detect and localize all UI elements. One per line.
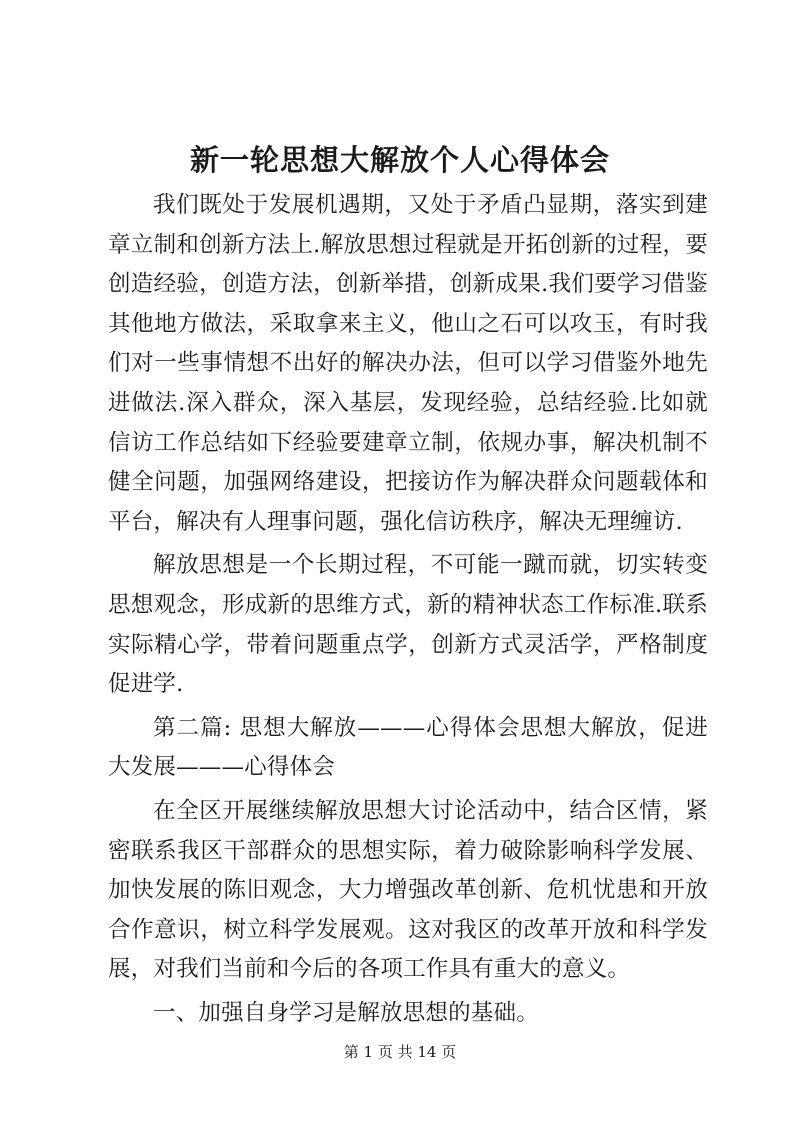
page-number-label: 第 1 页 共 14 页: [343, 1043, 457, 1061]
document-body: [108, 186, 708, 1037]
paragraph-5: 一、加强自身学习是解放思想的基础。: [153, 999, 539, 1026]
paragraph-1: 我们既处于发展机遇期，又处于矛盾凸显期，落实到建章立制和创新方法上.解放思想过程就是开拓创新的过程，要创造经验，创造方法，创新举措，创新成果.我们要学习借鉴其他地方做法，采取拿来主义，他山之石可以攻玉，有时我们对一些事情想不出好的解决办法，但可以学习借鉴外地先进做法.深入群众，深入基层，发现经验，总结经验.比如就信访工作总结如下经验要建章立制，依规办事，解决机制不健全问题，加强网络建设，把接访作为解决群众问题载体和平台，解决有人理事问题，强化信访秩序，解决无理缠访.: [108, 192, 708, 535]
paragraph-2: 解放思想是一个长期过程，不可能一蹴而就，切实转变思想观念，形成新的思维方式，新的精神状态工作标准.联系实际精心学，带着问题重点学，创新方式灵活学，严格制度促进学.: [108, 552, 708, 698]
paragraph-4: 在全区开展继续解放思想大讨论活动中，结合区情，紧密联系我区干部群众的思想实际，着力破除影响科学发展、加快发展的陈旧观念，大力增强改革创新、危机忧患和开放合作意识，树立科学发展观。这对我区的改革开放和科学发展，对我们当前和今后的各项工作具有重大的意义。: [108, 797, 708, 983]
page-footer: [0, 1041, 800, 1063]
paragraph-3: 第二篇: 思想大解放———心得体会思想大解放，促进大发展———心得体会: [108, 714, 708, 781]
document-title: 新一轮思想大解放个人心得体会: [189, 143, 610, 177]
